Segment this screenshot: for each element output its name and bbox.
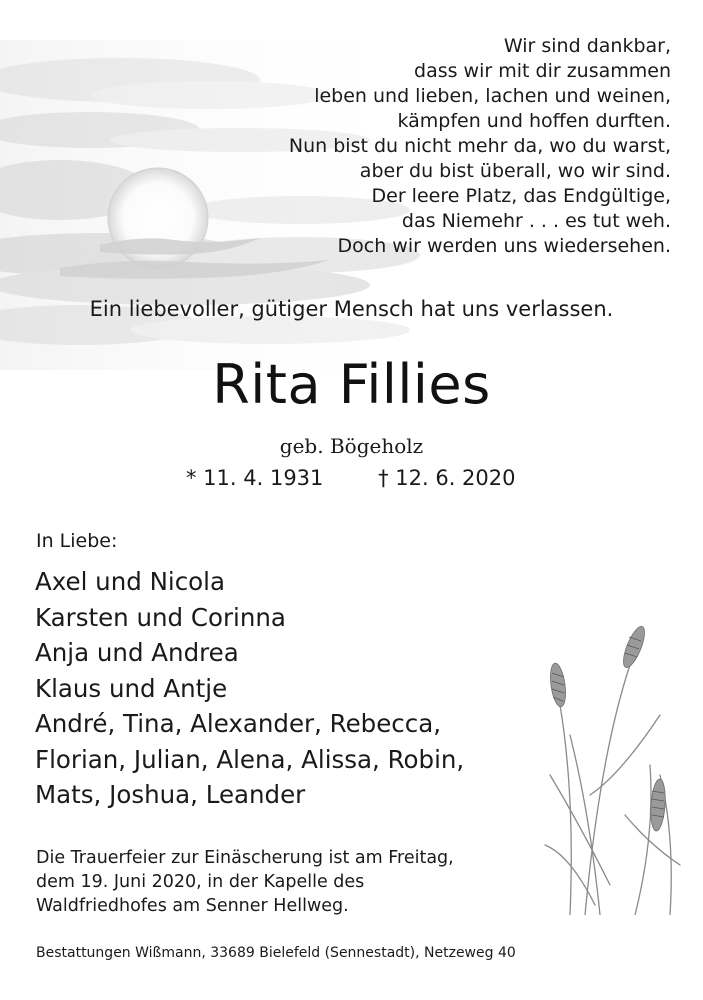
mourner-line: Karsten und Corinna (35, 602, 286, 632)
poem-line: Der leere Platz, das Endgültige, (371, 185, 671, 207)
poem-line: Doch wir werden uns wiedersehen. (337, 235, 671, 257)
intro-line: Ein liebevoller, gütiger Mensch hat uns verlassen. (89, 297, 614, 321)
poem-line: Wir sind dankbar, (503, 35, 671, 57)
mourner-line: Anja und Andrea (35, 638, 239, 667)
poem-line: das Niemehr . . . es tut weh. (401, 210, 671, 232)
maiden-name: geb. Bögeholz (279, 434, 424, 458)
service-line: dem 19. Juni 2020, in der Kapelle des (36, 872, 365, 892)
poem-line: leben und lieben, lachen und weinen, (314, 85, 671, 107)
poem (289, 34, 671, 259)
in-love-label: In Liebe: (36, 530, 118, 552)
poem-line: aber du bist überall, wo wir sind. (359, 160, 671, 182)
service-line: Waldfriedhofes am Senner Hellweg. (36, 896, 349, 916)
wheat-stalks-illustration (530, 615, 695, 915)
life-dates (186, 466, 516, 490)
birth-date: * 11. 4. 1931 (186, 466, 324, 490)
funeral-service-info (36, 846, 454, 918)
mourners-list (35, 564, 464, 813)
poem-line: dass wir mit dir zusammen (414, 60, 671, 82)
poem-line: kämpfen und hoffen durften. (397, 110, 671, 132)
deceased-name: Rita Fillies (212, 353, 491, 416)
mourner-line: Mats, Joshua, Leander (35, 780, 306, 809)
mourner-line: Klaus und Antje (35, 673, 228, 703)
mourner-line: Florian, Julian, Alena, Alissa, Robin, (35, 744, 465, 774)
mourner-line: Axel und Nicola (35, 567, 225, 596)
death-date: † 12. 6. 2020 (378, 466, 516, 490)
mourner-line: André, Tina, Alexander, Rebecca, (35, 709, 442, 738)
service-line: Die Trauerfeier zur Einäscherung ist am Freitag, (36, 848, 454, 868)
undertaker-info: Bestattungen Wißmann, 33689 Bielefeld (Sennestadt), Netzeweg 40 (36, 945, 516, 961)
poem-line: Nun bist du nicht mehr da, wo du warst, (288, 135, 671, 157)
